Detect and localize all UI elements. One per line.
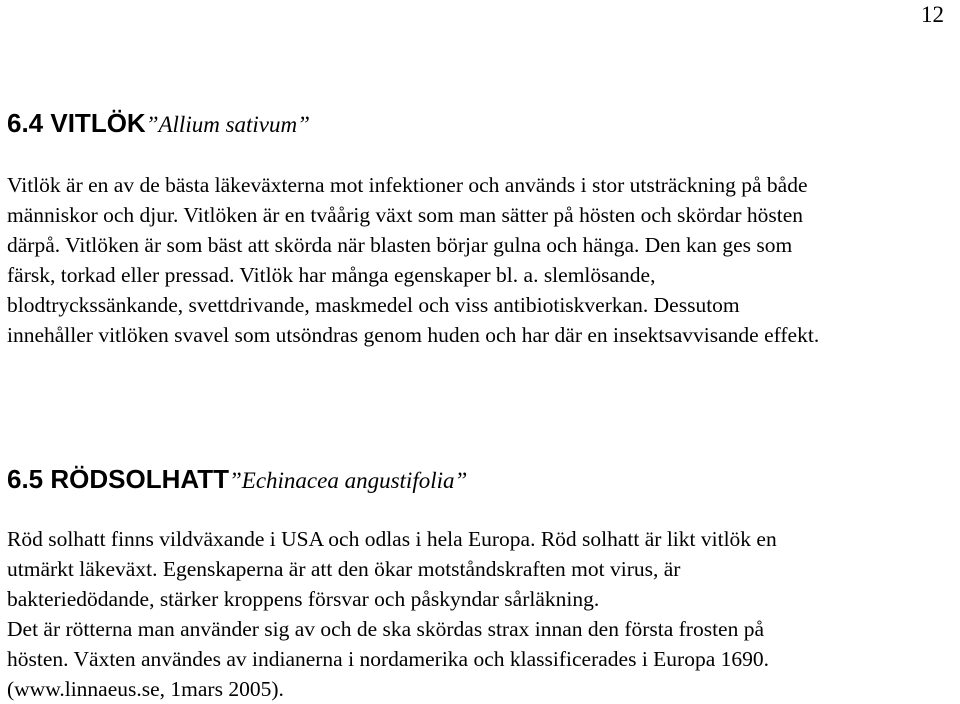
- text-line: Röd solhatt finns vildväxande i USA och odlas i hela Europa. Röd solhatt är likt vitlök en: [7, 527, 777, 551]
- text-line: människor och djur. Vitlöken är en tvåårig växt som man sätter på hösten och skördar hösten: [7, 203, 804, 227]
- page-number: 12: [921, 2, 944, 27]
- latin-name: ”Allium sativum”: [145, 112, 310, 137]
- section-heading-vitlok: [7, 108, 310, 139]
- section-body-rodsolhatt: [7, 524, 959, 704]
- text-line: därpå. Vitlöken är som bäst att skörda när blasten börjar gulna och hänga. Den kan ges som: [7, 233, 793, 257]
- text-line: innehåller vitlöken svavel som utsöndras genom huden och har där en insektsavvisande effekt.: [7, 323, 820, 347]
- text-line: utmärkt läkeväxt. Egenskaperna är att den ökar motståndskraften mot virus, är: [7, 557, 681, 581]
- text-line: Det är rötterna man använder sig av och de ska skördas strax innan den första frosten på: [7, 617, 765, 641]
- text-line: färsk, torkad eller pressad. Vitlök har många egenskaper bl. a. slemlösande,: [7, 263, 656, 287]
- latin-name: ”Echinacea angustifolia”: [228, 468, 468, 493]
- text-line: blodtryckssänkande, svettdrivande, maskmedel och viss antibiotiskverkan. Dessutom: [7, 293, 740, 317]
- text-line: hösten. Växten användes av indianerna i nordamerika och klassificerades i Europa 1690.: [7, 647, 770, 671]
- text-line: bakteriedödande, stärker kroppens försvar och påskyndar sårläkning.: [7, 587, 600, 611]
- section-body-vitlok: [7, 170, 959, 350]
- section-title: 6.4 VITLÖK: [7, 108, 146, 138]
- text-line: Vitlök är en av de bästa läkeväxterna mot infektioner och används i stor utsträckning på både: [7, 173, 808, 197]
- section-heading-rodsolhatt: [7, 464, 467, 495]
- text-line: (www.linnaeus.se, 1mars 2005).: [7, 677, 284, 701]
- section-title: 6.5 RÖDSOLHATT: [7, 464, 229, 494]
